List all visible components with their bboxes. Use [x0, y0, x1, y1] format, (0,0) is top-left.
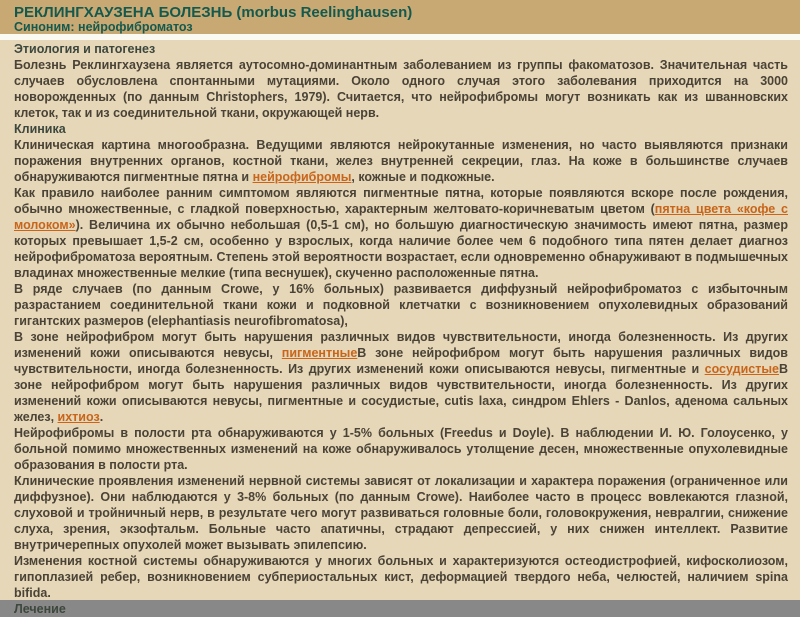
inline-link[interactable]: сосудистые	[704, 362, 779, 376]
page-title: РЕКЛИНГХАУЗЕНА БОЛЕЗНЬ (morbus Reelinghausen)	[14, 4, 413, 21]
text-segment: Изменения костной системы обнаруживаются у многих больных и характеризуются остеодистрофией, кифосколиозом, гипоплазией ребер, возникновением субпериостальных кист, деформацией твердого неба, челюстей, наличием spina bifida.	[14, 554, 788, 600]
text-segment: В зоне нейрофибром могут быть нарушения различных видов чувствительности, иногда болезненность. Из других изменений кожи описываются невусы, пигментные и сосудистые, cutis laxa, синдром Ehlers - Danlos, аденома сальных желез,	[14, 362, 788, 424]
document-header	[0, 0, 800, 34]
paragraph	[14, 425, 788, 473]
paragraph	[14, 553, 788, 601]
synonym-line: Синоним: нейрофиброматоз	[14, 20, 193, 34]
text-segment: Болезнь Реклингхаузена является аутосомно-доминантным заболеванием из группы факоматозов. Значительная часть случаев обусловлена спонтанными мутациями. Около одного случая этого заболевания приходится на 3000 новорожденных (по данным Christophers, 1979). Считается, что нейрофибромы могут возникать как из шванновских клеток, так и из соединительной ткани, окружающей нерв.	[14, 58, 788, 120]
section-heading	[14, 601, 788, 617]
text-segment: В зоне нейрофибром могут быть нарушения различных видов чувствительности, иногда болезненность. Из других изменений кожи описываются невусы, пигментные и	[14, 346, 788, 376]
text-segment: , кожные и подкожные.	[351, 170, 495, 184]
text-segment: Этиология и патогенез	[14, 42, 156, 56]
section-heading	[14, 41, 788, 57]
paragraph	[14, 473, 788, 553]
text-segment: Клиника	[14, 122, 66, 136]
paragraph	[14, 57, 788, 121]
text-segment: ). Величина их обычно небольшая (0,5-1 см), но большую диагностическую значимость имеют пятна, размер которых превышает 1,5-2 см, особенно у взрослых, когда наличие более чем 6 подобного типа пятен делает диагноз нейрофиброматоза вероятным. Степень этой вероятности возрастает, если одновременно обнаруживают в подмышечных владинах множественные мелкие (типа веснушек), скученно расположенные пятна.	[14, 218, 788, 280]
inline-link[interactable]: пятна цвета «кофе с молоком»	[14, 202, 788, 232]
text-segment: В ряде случаев (по данным Crowe, у 16% больных) развивается диффузный нейрофиброматоз с избыточным разрастанием соединительной ткани кожи и подковной клетчатки с возникновением опухолевидных образований гигантских размеров (elephantiasis neurofibromatosa),	[14, 282, 788, 328]
inline-link[interactable]: пигментные	[281, 346, 358, 360]
document-body	[0, 40, 800, 617]
paragraph	[14, 281, 788, 329]
text-segment: Как правило наиболее ранним симптомом являются пигментные пятна, которые появляются вскоре после рождения, обычно множественные, с гладкой поверхностью, характерным желтовато-коричневатым цветом (	[14, 186, 788, 216]
section-heading	[14, 121, 788, 137]
paragraph	[14, 137, 788, 185]
text-segment: Нейрофибромы в полости рта обнаруживаются у 1-5% больных (Freedus и Doyle). В наблюдении И. Ю. Голоусенко, у больной помимо множественных изменений на коже обнаруживалось утолщение десен, множественные опухолевидные образования в полости рта.	[14, 426, 788, 472]
text-segment: Клинические проявления изменений нервной системы зависят от локализации и характера поражения (ограниченное или диффузное). Они наблюдаются у 3-8% больных (по данным Crowe). Наиболее часто в процесс вовлекаются глазной, слуховой и тройничный нерв, в результате чего могут развиваться головные боли, головокружения, невралгии, снижение слуха, зрения, экзофтальм. Больные часто апатичны, страдают депрессией, у них снижен интеллект. Развитие внутричерепных опухолей может вызывать эпилепсию.	[14, 474, 788, 552]
text-segment: .	[99, 410, 104, 424]
inline-link[interactable]: ихтиоз	[57, 410, 100, 424]
inline-link[interactable]: нейрофибромы	[252, 170, 352, 184]
paragraph	[14, 185, 788, 281]
text-segment: В зоне нейрофибром могут быть нарушения различных видов чувствительности, иногда болезненность. Из других изменений кожи описываются невусы,	[14, 330, 788, 360]
text-segment: Клиническая картина многообразна. Ведущими являются нейрокутанные изменения, но часто выявляются признаки поражения внутренних органов, костной ткани, желез внутренней секреции, глаз. На коже в большинстве случаев обнаруживаются пигментные пятна и	[14, 138, 788, 184]
paragraph	[14, 329, 788, 425]
text-segment: Лечение	[14, 602, 66, 616]
